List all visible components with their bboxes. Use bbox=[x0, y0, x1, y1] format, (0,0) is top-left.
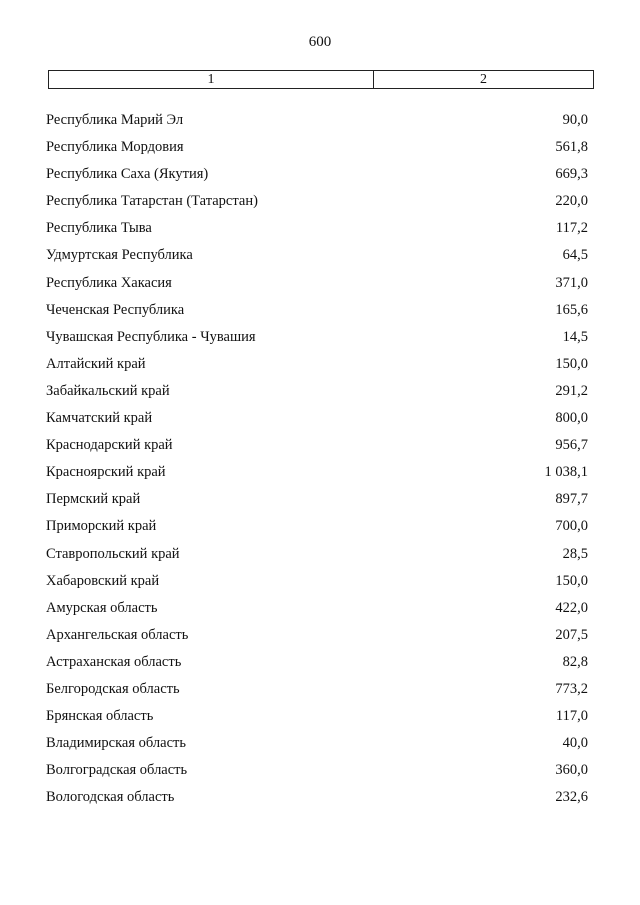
table-row bbox=[46, 139, 588, 166]
region-value: 90,0 bbox=[562, 112, 588, 128]
table-row bbox=[46, 275, 588, 302]
page-number: 600 bbox=[308, 34, 332, 50]
region-name: Удмуртская Республика bbox=[46, 247, 193, 264]
table-row bbox=[46, 410, 588, 437]
region-name: Республика Тыва bbox=[46, 220, 152, 237]
region-value: 220,0 bbox=[555, 193, 588, 210]
table-row bbox=[46, 573, 588, 600]
region-value: 232,6 bbox=[555, 789, 588, 806]
region-name: Алтайский край bbox=[46, 355, 146, 372]
region-value: 117,0 bbox=[555, 708, 588, 725]
region-name: Чувашская Республика - Чувашия bbox=[46, 328, 256, 345]
table-row bbox=[46, 464, 588, 491]
region-value: 561,8 bbox=[555, 139, 588, 156]
region-value: 82,8 bbox=[562, 653, 588, 670]
region-value: 422,0 bbox=[555, 599, 588, 616]
region-value: 956,7 bbox=[555, 437, 588, 454]
column-header-2: 2 bbox=[480, 72, 487, 87]
region-value: 150,0 bbox=[555, 355, 588, 372]
table-row bbox=[46, 356, 588, 383]
region-name: Волгоградская область bbox=[46, 762, 188, 779]
table-row bbox=[46, 383, 588, 410]
region-name: Республика Саха (Якутия) bbox=[46, 166, 209, 183]
region-name: Хабаровский край bbox=[46, 572, 160, 589]
region-value: 40,0 bbox=[562, 735, 588, 752]
table-row bbox=[46, 220, 588, 247]
region-name: Вологодская область bbox=[46, 789, 175, 806]
table-row bbox=[46, 654, 588, 681]
region-name: Республика Хакасия bbox=[46, 274, 172, 291]
table-row bbox=[46, 437, 588, 464]
table-row bbox=[46, 600, 588, 627]
region-value: 669,3 bbox=[555, 166, 588, 183]
table-row bbox=[46, 518, 588, 545]
column-header-1: 1 bbox=[49, 71, 374, 88]
region-value: 360,0 bbox=[555, 762, 588, 779]
region-name: Забайкальский край bbox=[46, 382, 170, 399]
region-value: 371,0 bbox=[555, 274, 588, 291]
table-row bbox=[46, 193, 588, 220]
table-row bbox=[46, 708, 588, 735]
table-row bbox=[46, 546, 588, 573]
region-value: 700,0 bbox=[555, 518, 588, 535]
region-value: 28,5 bbox=[562, 545, 588, 562]
table-row bbox=[46, 735, 588, 762]
region-name: Красноярский край bbox=[46, 464, 166, 481]
region-value: 150,0 bbox=[555, 572, 588, 589]
region-name: Брянская область bbox=[46, 708, 154, 725]
region-value: 207,5 bbox=[555, 626, 588, 643]
region-value: 800,0 bbox=[555, 410, 588, 427]
region-name: Чеченская Республика bbox=[46, 301, 185, 318]
region-name: Краснодарский край bbox=[46, 437, 173, 454]
region-name: Республика Мордовия bbox=[46, 139, 184, 156]
region-name: Приморский край bbox=[46, 518, 157, 535]
region-name: Республика Татарстан (Татарстан) bbox=[46, 193, 258, 210]
table-row bbox=[46, 247, 588, 274]
table-row bbox=[46, 681, 588, 708]
region-value: 117,2 bbox=[555, 220, 588, 237]
region-value: 1 038,1 bbox=[544, 464, 588, 481]
region-value: 773,2 bbox=[555, 680, 588, 697]
region-name: Пермский край bbox=[46, 491, 141, 508]
region-value: 291,2 bbox=[555, 382, 588, 399]
region-name: Астраханская область bbox=[46, 653, 182, 670]
table-row bbox=[46, 789, 588, 816]
region-name: Белгородская область bbox=[46, 680, 180, 697]
region-name: Владимирская область bbox=[46, 735, 186, 752]
region-name: Архангельская область bbox=[46, 626, 189, 643]
region-value: 14,5 bbox=[562, 328, 588, 345]
region-list bbox=[46, 112, 588, 816]
region-value: 897,7 bbox=[555, 491, 588, 508]
region-value: 64,5 bbox=[562, 247, 588, 264]
region-value: 165,6 bbox=[555, 301, 588, 318]
table-row bbox=[46, 491, 588, 518]
table-row bbox=[46, 112, 588, 139]
table-row bbox=[46, 302, 588, 329]
region-name: Камчатский край bbox=[46, 410, 153, 427]
column-header-row bbox=[48, 70, 594, 89]
region-name: Ставропольский край bbox=[46, 545, 180, 562]
table-row bbox=[46, 762, 588, 789]
region-name: Амурская область bbox=[46, 599, 158, 616]
table-row bbox=[46, 166, 588, 193]
region-name: Республика Марий Эл bbox=[46, 112, 184, 128]
table-row bbox=[46, 329, 588, 356]
table-row bbox=[46, 627, 588, 654]
